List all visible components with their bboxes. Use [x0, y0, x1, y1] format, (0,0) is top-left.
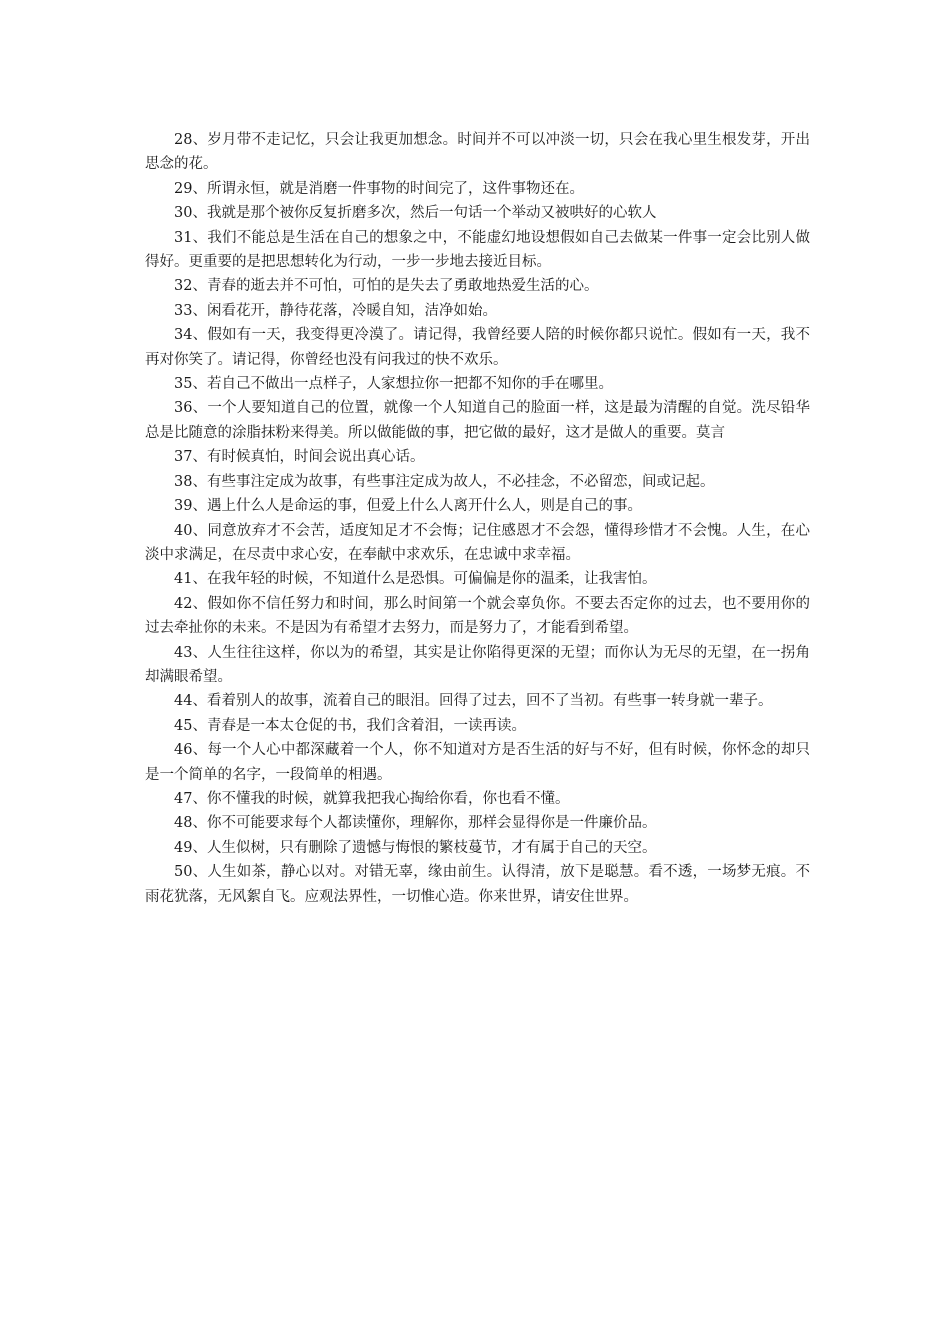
quote-paragraph: 39、遇上什么人是命运的事，但爱上什么人离开什么人，则是自己的事。: [174, 498, 642, 515]
quote-paragraph: 30、我就是那个被你反复折磨多次，然后一句话一个举动又被哄好的心软人: [174, 205, 657, 222]
quote-paragraph: 37、有时候真怕，时间会说出真心话。: [174, 449, 425, 466]
quote-paragraph: 46、每一个人心中都深藏着一个人，你不知道对方是否生活的好与不好，但有时候，你怀念的却只是一个简单的名字，一段简单的相遇。: [145, 742, 810, 783]
quote-paragraph: 48、你不可能要求每个人都读懂你，理解你，那样会显得你是一件廉价品。: [174, 815, 657, 832]
quote-paragraph: 33、闲看花开，静待花落，冷暖自知，洁净如始。: [174, 302, 497, 319]
quote-paragraph: 40、同意放弃才不会苦，适度知足才不会悔；记住感恩才不会怨，懂得珍惜才不会愧。人生，在心淡中求满足，在尽责中求心安，在奉献中求欢乐，在忠诚中求幸福。: [145, 522, 810, 563]
quote-paragraph: 32、青春的逝去并不可怕，可怕的是失去了勇敢地热爱生活的心。: [174, 278, 599, 295]
quote-paragraph: 34、假如有一天，我变得更冷漠了。请记得，我曾经要人陪的时候你都只说忙。假如有一天，我不再对你笑了。请记得，你曾经也没有问我过的快不欢乐。: [145, 327, 810, 368]
quote-paragraph: 45、青春是一本太仓促的书，我们含着泪，一读再读。: [174, 717, 526, 734]
quote-paragraph: 36、一个人要知道自己的位置，就像一个人知道自己的脸面一样，这是最为清醒的自觉。洗尽铅华总是比随意的涂脂抹粉来得美。所以做能做的事，把它做的最好，这才是做人的重要。莫言: [145, 400, 810, 441]
quote-paragraph: 43、人生往往这样，你以为的希望，其实是让你陷得更深的无望；而你认为无尽的无望，在一拐角却满眼希望。: [145, 644, 810, 685]
quote-paragraph: 47、你不懂我的时候，就算我把我心掏给你看，你也看不懂。: [174, 790, 570, 807]
quote-paragraph: 49、人生似树，只有删除了遗憾与悔恨的繁枝蔓节，才有属于自己的天空。: [174, 839, 657, 856]
quote-paragraph: 41、在我年轻的时候，不知道什么是恐惧。可偏偏是你的温柔，让我害怕。: [174, 571, 657, 588]
quote-paragraph: 50、人生如茶，静心以对。对错无辜，缘由前生。认得清，放下是聪慧。看不透，一场梦无痕。不雨花犹落，无风絮自飞。应观法界性，一切惟心造。你来世界，请安住世界。: [145, 864, 810, 905]
quote-paragraph: 42、假如你不信任努力和时间，那么时间第一个就会辜负你。不要去否定你的过去，也不要用你的过去牵扯你的未来。不是因为有希望才去努力，而是努力了，才能看到希望。: [145, 595, 810, 637]
quote-paragraph: 28、岁月带不走记忆，只会让我更加想念。时间并不可以冲淡一切，只会在我心里生根发芽，开出思念的花。: [145, 132, 810, 173]
quote-paragraph: 44、看着别人的故事，流着自己的眼泪。回得了过去，回不了当初。有些事一转身就一辈子。: [174, 693, 773, 710]
quote-paragraph: 29、所谓永恒，就是消磨一件事物的时间完了，这件事物还在。: [174, 180, 584, 197]
document-body: [145, 128, 810, 909]
quote-paragraph: 38、有些事注定成为故事，有些事注定成为故人，不必挂念，不必留恋，间或记起。: [174, 473, 715, 490]
quote-paragraph: 35、若自己不做出一点样子，人家想拉你一把都不知你的手在哪里。: [174, 376, 613, 393]
quote-paragraph: 31、我们不能总是生活在自己的想象之中，不能虚幻地设想假如自己去做某一件事一定会比别人做得好。更重要的是把思想转化为行动，一步一步地去接近目标。: [145, 229, 810, 271]
